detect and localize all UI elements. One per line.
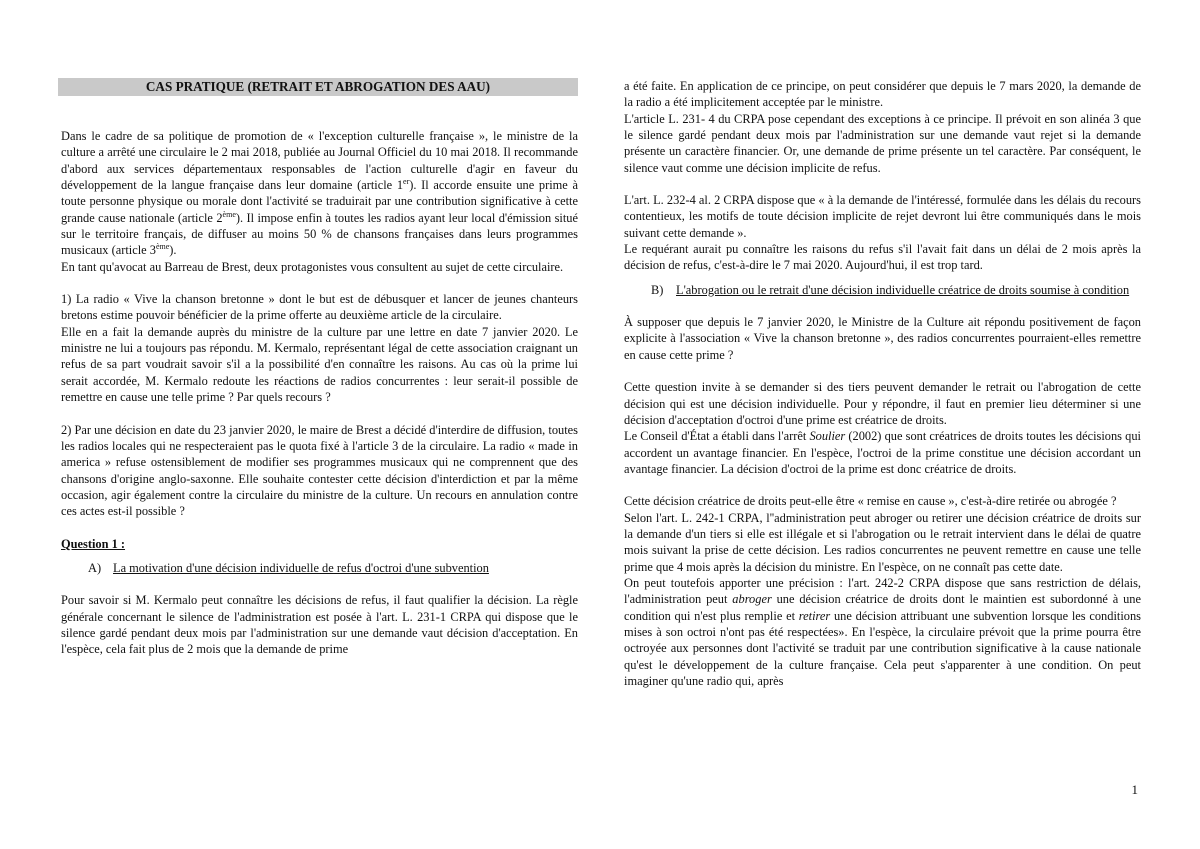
article-242-2-paragraph: On peut toutefois apporter une précision : l'art. 242-2 CRPA dispose que sans restriction de délais, l'administration peut abroger une décision créatrice de droits dont le maintien est subordonné à une condition qui n'est plus remplie et retirer une décision attribuant une subvention lorsque les conditions mises à son octroi n'ont pas été respectées». En l'espèce, la circulaire prévoit que la prime pourra être octroyée aux personnes dont l'activité se traduit par une contribution significative à la cause nationale qu'est le développement de la culture française. Cela peut s'apparenter à une condition. On peut imaginer qu'une radio qui, après xyxy=(624,575,1141,688)
question-heading: Question 1 : xyxy=(61,536,126,551)
left-column xyxy=(61,78,578,658)
question-analysis-paragraph: Cette question invite à se demander si des tiers peuvent demander le retrait ou l'abrogation de cette décision qui est une décision individuelle. Pour y répondre, il faut en premier lieu déterminer si une décision d'acceptation d'octroi d'une prime est créatrice de droits. xyxy=(624,380,1141,427)
subsection-a-heading: A) La motivation d'une décision individuelle de refus d'octroi d'une subvention xyxy=(88,560,489,575)
subsection-b-heading: B) L'abrogation ou le retrait d'une décision individuelle créatrice de droits soumise à condition xyxy=(651,282,1130,297)
acceptance-paragraph: a été faite. En application de ce principe, on peut considérer que depuis le 7 mars 2020, la demande de la radio a été implicitement acceptée par le ministre. xyxy=(624,79,1141,110)
page-number: 1 xyxy=(1131,782,1138,797)
soulier-paragraph: Le Conseil d'État a établi dans l'arrêt Soulier (2002) que sont créatrices de droits toutes les décisions qui accordent un avantage financier. En l'espèce, l'octroi de la prime constitue une décision accordant un avantage financier. La décision d'octroi de la prime est donc créatrice de droits. xyxy=(624,429,1141,476)
document-title: CAS PRATIQUE (RETRAIT ET ABROGATION DES AAU) xyxy=(58,78,578,96)
answer1-paragraph: Pour savoir si M. Kermalo peut connaître les décisions de refus, il faut qualifier la décision. La règle générale concernant le silence de l'administration est posée à l'art. L. 231-1 CRPA qui dispose que le silence gardé pendant deux mois par l'administration sur une demande vaut décision d'acceptation. En l'espèce, cela fait plus de 2 mois que la demande de prime xyxy=(61,593,578,657)
case2-paragraph: 2) Par une décision en date du 23 janvier 2020, le maire de Brest a décidé d'interdire de diffusion, toutes les radios locales qui ne respecteraient pas le quota fixé à l'article 3 de la circulaire. La radio « made in america » refuse ostensiblement de modifier ses programmes musicaux qui ne comprennent que des chansons d'origine anglo-saxonne. Elle souhaite contester cette décision d'interdiction et par la même occasion, agir également contre la circulaire du ministre de la culture. Un recours en annulation contre ces actes est-il possible ? xyxy=(61,422,578,519)
intro-lawyer-paragraph: En tant qu'avocat au Barreau de Brest, deux protagonistes vous consultent au sujet de cette circulaire. xyxy=(61,259,564,274)
case1-details-paragraph: Elle en a fait la demande auprès du ministre de la culture par une lettre en date 7 janvier 2020. Le ministre ne lui a toujours pas répondu. M. Kermalo, représentant légal de cette association craignant un refus de sa part voudrait savoir s'il a la possibilité d'en connaître les raisons. Au cas où la prime lui serait accordée, M. Kermalo redoute les réactions de radios concurrentes : leur serait-il possible de remettre en cause une telle prime ? Par quels recours ? xyxy=(61,324,578,405)
exception-paragraph: L'article L. 231- 4 du CRPA pose cependant des exceptions à ce principe. Il prévoit en son alinéa 3 que le silence gardé pendant deux mois par l'administration sur une demande vaut rejet si la demande présente un caractère financier. Or, une demande de prime présente un tel caractère. Par conséquent, le silence vaut comme une décision implicite de refus. xyxy=(624,111,1141,175)
too-late-paragraph: Le requérant aurait pu connaître les raisons du refus s'il l'avait fait dans un délai de 2 mois après la décision de refus, c'est-à-dire le 7 mai 2020. Aujourd'hui, il est trop tard. xyxy=(624,242,1141,273)
article-242-1-paragraph: Selon l'art. L. 242-1 CRPA, l''administration peut abroger ou retirer une décision créatrice de droits sur la demande d'un tiers si elle est illégale et si l'abrogation ou le retrait intervient dans le délai de quatre mois suivant la prise de cette décision. Les radios concurrentes ne peuvent remettre en cause une telle prime que 4 mois après la décision du ministre. En l'espèce, on ne connaît pas cette date. xyxy=(624,510,1141,574)
right-column xyxy=(624,78,1141,689)
hypothesis-paragraph: À supposer que depuis le 7 janvier 2020, le Ministre de la Culture ait répondu positivement de façon explicite à l'association « Vive la chanson bretonne », des radios concurrentes pourraient-elles remettre en cause cette prime ? xyxy=(624,315,1141,362)
case1-paragraph: 1) La radio « Vive la chanson bretonne » dont le but est de débusquer et lancer de jeunes chanteurs bretons estime pouvoir bénéficier de la prime offerte au deuxième article de la circulaire. xyxy=(61,292,578,323)
intro-paragraph: Dans le cadre de sa politique de promotion de « l'exception culturelle française », le ministre de la culture a arrêté une circulaire le 2 mai 2018, publiée au Journal Officiel du 10 mai 2018. Il recommande d'abord aux services départementaux responsables de l'action culturelle d'agir en faveur du développement de la langue française dans leur domaine (article 1er). Il accorde ensuite une prime à toute personne physique ou morale dont l'activité se traduirait par une contribution significative à cette grande cause nationale (article 2ème). Il impose enfin à toutes les radios ayant leur local d'émission situé sur le territoire français, de diffuser au moins 50 % de chansons françaises dans leurs programmes musicaux (article 3ème). xyxy=(61,129,578,258)
remise-en-cause-paragraph: Cette décision créatrice de droits peut-elle être « remise en cause », c'est-à-dire retirée ou abrogée ? xyxy=(624,494,1117,509)
motives-paragraph: L'art. L. 232-4 al. 2 CRPA dispose que « à la demande de l'intéressé, formulée dans les délais du recours contentieux, les motifs de toute décision implicite de rejet devront lui être communiqués dans le mois suivant cette demande ». xyxy=(624,193,1141,240)
